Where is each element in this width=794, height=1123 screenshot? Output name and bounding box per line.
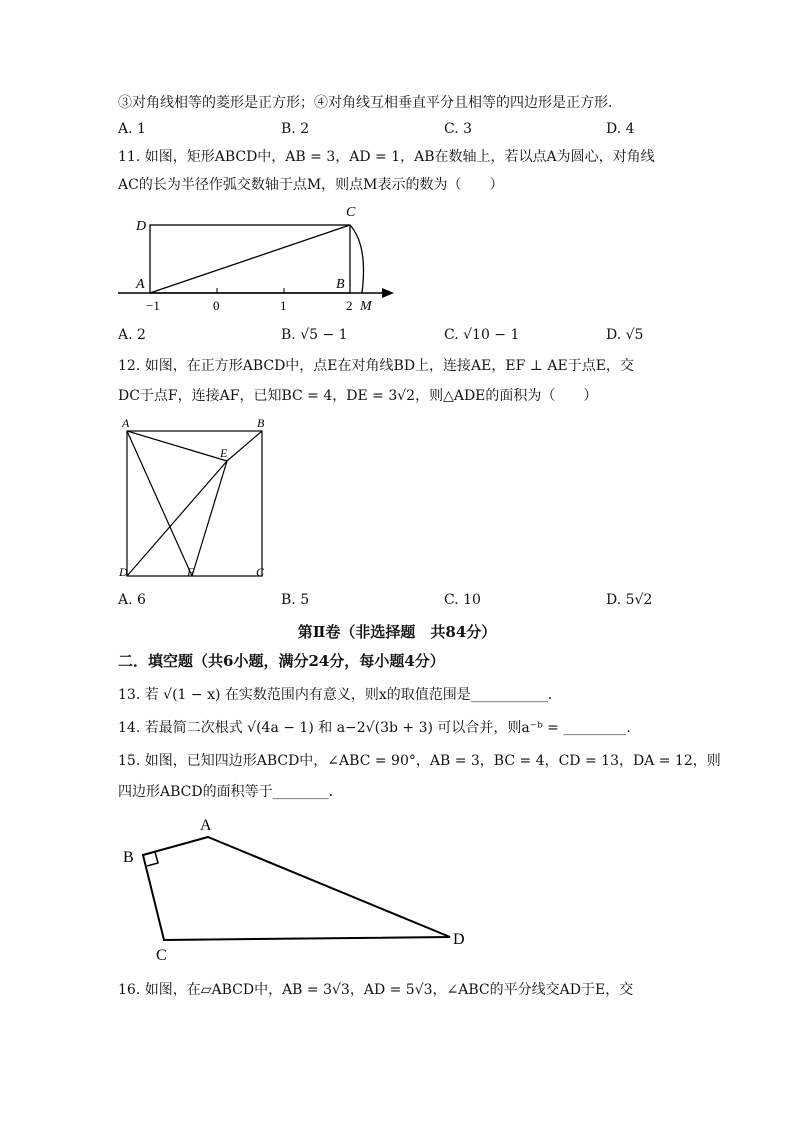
square-abcd <box>127 431 262 576</box>
label-d: D <box>119 565 128 579</box>
q10-option-b: B. 2 <box>281 121 310 137</box>
q11-options <box>118 327 678 347</box>
q10-options <box>118 121 678 141</box>
label-b: B <box>336 277 345 292</box>
tick-label: 1 <box>280 298 287 313</box>
q10-option-a: A. 1 <box>118 121 146 137</box>
q10-option-d: D. 4 <box>606 121 635 137</box>
q12-option-b: B. 5 <box>281 592 310 608</box>
diagonal-de <box>127 461 227 576</box>
q14-text: 14. 若最简二次根式 √(4a − 1) 和 a−2√(3b + 3) 可以合并，则a⁻ᵇ = _________． <box>118 720 641 736</box>
label-d: D <box>453 931 465 948</box>
number-line-arrow <box>382 288 394 298</box>
q11-option-c: C. √10 − 1 <box>444 327 520 343</box>
q11-line1: 11. 如图，矩形ABCD中，AB = 3，AD = 1，AB在数轴上，若以点A为圆心，对角线 <box>118 149 655 165</box>
q11-option-a: A. 2 <box>118 327 146 343</box>
label-f: F <box>187 565 195 579</box>
tick-label: −1 <box>146 298 160 313</box>
label-c: C <box>256 565 265 579</box>
diagonal-eb <box>227 431 262 461</box>
q11-option-d: D. √5 <box>606 327 644 343</box>
segment-ef <box>192 461 227 576</box>
tick-label: 0 <box>213 298 220 313</box>
label-b: B <box>123 849 134 866</box>
q11-option-b: B. √5 − 1 <box>281 327 348 343</box>
arc-cm <box>350 225 364 293</box>
label-a: A <box>200 817 212 834</box>
label-m: M <box>360 299 372 314</box>
segment-af <box>127 431 192 576</box>
q12-option-d: D. 5√2 <box>606 592 653 608</box>
label-a: A <box>136 277 145 292</box>
q15-line2: 四边形ABCD的面积等于________． <box>118 784 343 800</box>
label-c: C <box>156 947 167 964</box>
section-title: 第Ⅱ卷（非选择题 共84分） <box>297 623 497 641</box>
q12-options <box>118 592 678 612</box>
q11-figure <box>110 200 410 315</box>
q13-text: 13. 若 √(1 − x) 在实数范围内有意义，则x的取值范围是___________． <box>118 687 562 703</box>
q12-figure <box>112 413 277 583</box>
q15-line1: 15. 如图，已知四边形ABCD中，∠ABC = 90°，AB = 3，BC = 4，CD = 13，DA = 12，则 <box>118 753 721 769</box>
label-a: A <box>122 416 130 430</box>
label-e: E <box>220 446 228 460</box>
quadrilateral-abcd <box>143 837 450 940</box>
tick-label: 2 <box>346 298 353 313</box>
q12-option-c: C. 10 <box>444 592 481 608</box>
q12-option-a: A. 6 <box>118 592 146 608</box>
q10-option-c: C. 3 <box>444 121 473 137</box>
label-c: C <box>346 205 356 220</box>
label-d: D <box>136 219 147 234</box>
q12-line1: 12. 如图，在正方形ABCD中，点E在对角线BD上，连接AE，EF ⊥ AE于点E，交 <box>118 358 634 374</box>
q16-text: 16. 如图，在▱ABCD中，AB = 3√3，AD = 5√3，∠ABC的平分线交AD于E，交 <box>118 982 634 998</box>
q10-statement: ③对角线相等的菱形是正方形；④对角线互相垂直平分且相等的四边形是正方形． <box>118 95 622 111</box>
segment-ae <box>127 431 227 461</box>
diagonal-ac <box>150 225 350 293</box>
q12-line2: DC于点F，连接AF，已知BC = 4，DE = 3√2，则△ADE的面积为（ ） <box>118 388 598 404</box>
section-heading: 二．填空题（共6小题，满分24分，每小题4分） <box>118 652 445 670</box>
q15-figure <box>118 812 478 967</box>
label-b: B <box>257 416 265 430</box>
q11-line2: AC的长为半径作弧交数轴于点M，则点M表示的数为（ ） <box>118 177 504 193</box>
